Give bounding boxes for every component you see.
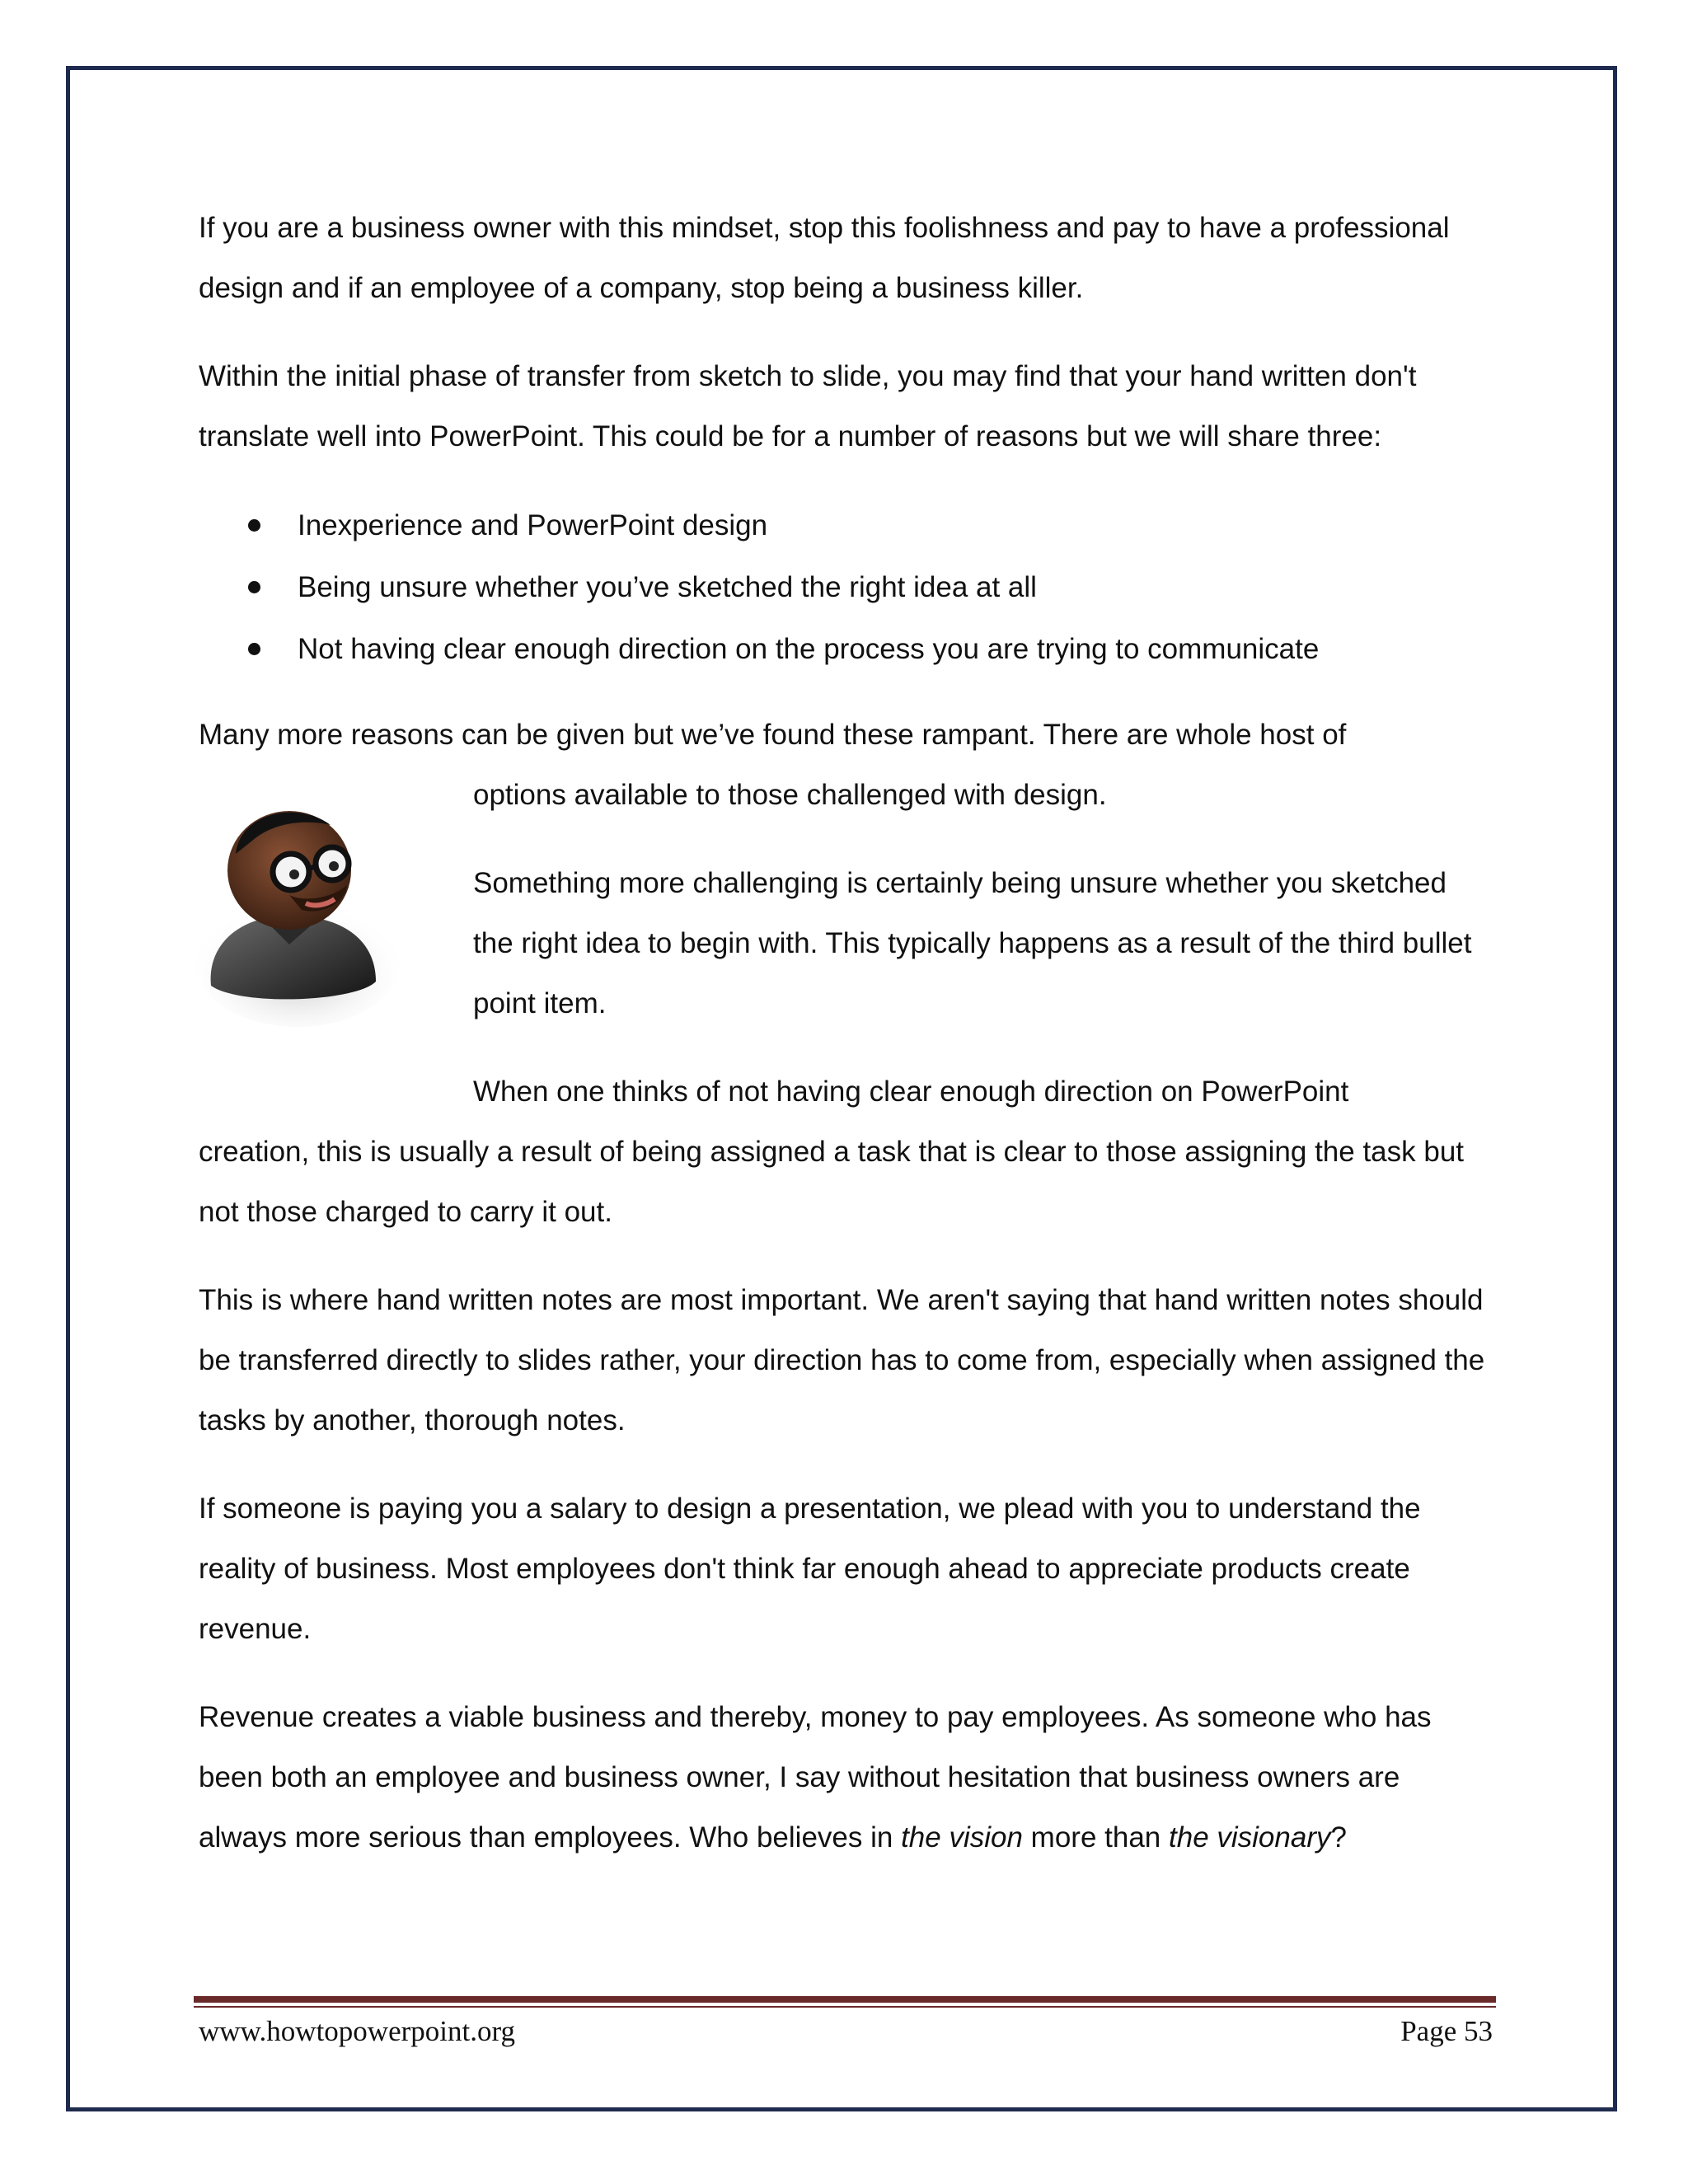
paragraph-more-reasons-line2: options available to those challenged with design. (473, 779, 1107, 811)
illustrated-section (199, 765, 1493, 1122)
paragraph-direction-line1: When one thinks of not having clear enough direction on PowerPoint (473, 1076, 1349, 1108)
paragraph-salary: If someone is paying you a salary to design a presentation, we plead with you to understand the reality of business. Most employees don't think far enough ahead to appreciate products create revenue. (199, 1493, 1421, 1645)
list-item: Not having clear enough direction on the process you are trying to communicate (199, 618, 1493, 680)
cartoon-man-with-glasses-icon (190, 780, 413, 1027)
footer-website: www.howtopowerpoint.org (199, 2015, 515, 2047)
reasons-list (199, 494, 1493, 680)
document-body (199, 198, 1493, 1896)
paragraph-more-reasons-line1: Many more reasons can be given but we’ve found these rampant. There are whole host of (199, 719, 1347, 751)
bullet-icon (248, 643, 260, 655)
footer-divider-thin (194, 2006, 1496, 2008)
paragraph-notes: This is where hand written notes are most important. We aren't saying that hand written notes should be transferred directly to slides rather, your direction has to come from, especially when assigned the tasks by another, thorough notes. (199, 1284, 1485, 1436)
paragraph-revenue: Revenue creates a viable business and thereby, money to pay employees. As someone who has been both an employee and business owner, I say without hesitation that business owners are always more serious than employees. Who believes in the vision more than the visionary? (199, 1701, 1432, 1854)
list-item: Inexperience and PowerPoint design (199, 494, 1493, 556)
paragraph-mindset: If you are a business owner with this mindset, stop this foolishness and pay to have a professional design and if an employee of a company, stop being a business killer. (199, 212, 1450, 304)
bullet-icon (248, 581, 260, 593)
footer-page-number: Page 53 (1400, 2015, 1493, 2047)
paragraph-transfer: Within the initial phase of transfer from sketch to slide, you may find that your hand written don't translate well into PowerPoint. This could be for a number of reasons but we will share three: (199, 360, 1417, 452)
list-item: Being unsure whether you’ve sketched the right idea at all (199, 556, 1493, 618)
paragraph-direction-rest: creation, this is usually a result of being assigned a task that is clear to those assigning the task but not those charged to carry it out. (199, 1136, 1465, 1228)
paragraph-more-challenging: Something more challenging is certainly being unsure whether you sketched the right idea to begin with. This typically happens as a result of the third bullet point item. (473, 867, 1472, 1019)
footer-divider (194, 1996, 1496, 2003)
bullet-icon (248, 519, 260, 532)
